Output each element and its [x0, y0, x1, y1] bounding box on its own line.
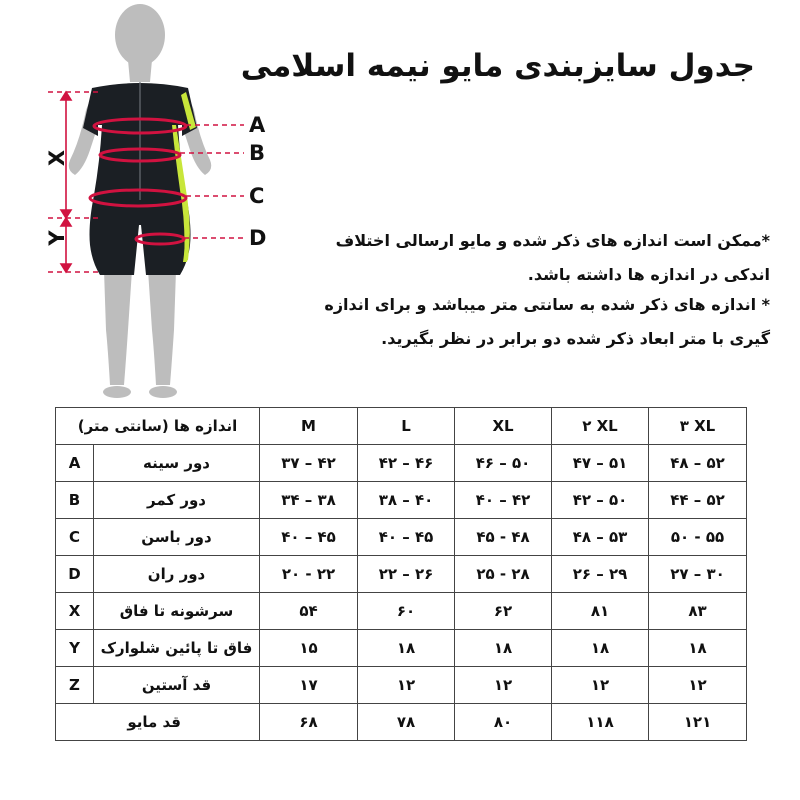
size-value-cell: ۱۲: [552, 667, 649, 704]
row-code: Y: [56, 630, 94, 667]
size-value-cell: ۴۸ – ۵۲: [649, 445, 747, 482]
size-value-cell: ۲۷ – ۳۰: [649, 556, 747, 593]
size-value-cell: ۴۸ – ۵۳: [552, 519, 649, 556]
size-value-cell: ۵۰ - ۵۵: [649, 519, 747, 556]
size-value-cell: ۱۸: [358, 630, 455, 667]
header-size: M: [260, 408, 358, 445]
row-measurement-name: دور کمر: [94, 482, 260, 519]
label-a: A: [249, 113, 266, 137]
size-value-cell: ۴۵ - ۴۸: [455, 519, 552, 556]
row-measurement-name: دور ران: [94, 556, 260, 593]
size-value-cell: ۸۱: [552, 593, 649, 630]
note-tolerance: *ممکن است اندازه های ذکر شده و مایو ارسالی اختلاف اندکی در اندازه ها داشته باشد.: [335, 231, 770, 284]
size-value-cell: ۷۸: [358, 704, 455, 741]
table-row: [56, 482, 747, 519]
swimsuit: [83, 82, 197, 275]
size-table: [55, 407, 747, 741]
size-value-cell: ۸۳: [649, 593, 747, 630]
size-value-cell: ۸۰: [455, 704, 552, 741]
size-value-cell: ۲۶ – ۲۹: [552, 556, 649, 593]
size-value-cell: ۱۲: [649, 667, 747, 704]
size-value-cell: ۲۵ - ۲۸: [455, 556, 552, 593]
label-x: X: [45, 149, 69, 167]
size-value-cell: ۴۷ – ۵۱: [552, 445, 649, 482]
size-value-cell: ۱۲: [358, 667, 455, 704]
size-value-cell: ۶۸: [260, 704, 358, 741]
row-measurement-name: دور سینه: [94, 445, 260, 482]
size-value-cell: ۴۲ – ۴۶: [358, 445, 455, 482]
table-row: [56, 667, 747, 704]
size-value-cell: ۱۱۸: [552, 704, 649, 741]
row-measurement-name: فاق تا پائین شلوارک: [94, 630, 260, 667]
table-header-row: [56, 408, 747, 445]
row-measurement-name: سرشونه تا فاق: [94, 593, 260, 630]
table-row: [56, 630, 747, 667]
size-value-cell: ۶۰: [358, 593, 455, 630]
size-value-cell: ۵۴: [260, 593, 358, 630]
header-size: XL: [455, 408, 552, 445]
table-row: [56, 556, 747, 593]
size-value-cell: ۴۴ – ۵۲: [649, 482, 747, 519]
table-row: [56, 704, 747, 741]
size-value-cell: ۲۲ – ۲۶: [358, 556, 455, 593]
header-size: L: [358, 408, 455, 445]
size-value-cell: ۱۲۱: [649, 704, 747, 741]
size-value-cell: ۲۰ - ۲۲: [260, 556, 358, 593]
size-value-cell: ۴۲ – ۵۰: [552, 482, 649, 519]
header-size: ۳ XL: [649, 408, 747, 445]
size-value-cell: ۱۸: [649, 630, 747, 667]
page-title: جدول سایزبندی مایو نیمه اسلامی: [240, 48, 755, 84]
label-b: B: [249, 141, 266, 165]
row-code: A: [56, 445, 94, 482]
table-row: [56, 593, 747, 630]
note-units: * اندازه های ذکر شده به سانتی متر میباشد و برای اندازه گیری با متر ابعاد ذکر شده دو برابر در نظر بگیرید.: [324, 295, 770, 348]
header-units-label: اندازه ها (سانتی متر): [56, 408, 260, 445]
size-value-cell: ۴۰ – ۴۲: [455, 482, 552, 519]
table-row: [56, 519, 747, 556]
row-measurement-name: قد مایو: [56, 704, 260, 741]
size-value-cell: ۱۵: [260, 630, 358, 667]
label-c: C: [249, 184, 265, 208]
size-value-cell: ۱۸: [455, 630, 552, 667]
size-value-cell: ۱۷: [260, 667, 358, 704]
size-value-cell: ۳۴ – ۳۸: [260, 482, 358, 519]
label-y: Y: [45, 230, 69, 246]
size-value-cell: ۴۶ – ۵۰: [455, 445, 552, 482]
size-value-cell: ۱۲: [455, 667, 552, 704]
size-value-cell: ۳۷ – ۴۲: [260, 445, 358, 482]
table-row: [56, 445, 747, 482]
size-value-cell: ۳۸ – ۴۰: [358, 482, 455, 519]
size-value-cell: ۶۲: [455, 593, 552, 630]
row-code: C: [56, 519, 94, 556]
row-measurement-name: قد آستین: [94, 667, 260, 704]
size-value-cell: ۴۰ – ۴۵: [260, 519, 358, 556]
row-code: X: [56, 593, 94, 630]
row-code: B: [56, 482, 94, 519]
size-value-cell: ۴۰ – ۴۵: [358, 519, 455, 556]
label-d: D: [249, 226, 267, 250]
row-measurement-name: دور باسن: [94, 519, 260, 556]
row-code: Z: [56, 667, 94, 704]
size-value-cell: ۱۸: [552, 630, 649, 667]
row-code: D: [56, 556, 94, 593]
header-size: ۲ XL: [552, 408, 649, 445]
